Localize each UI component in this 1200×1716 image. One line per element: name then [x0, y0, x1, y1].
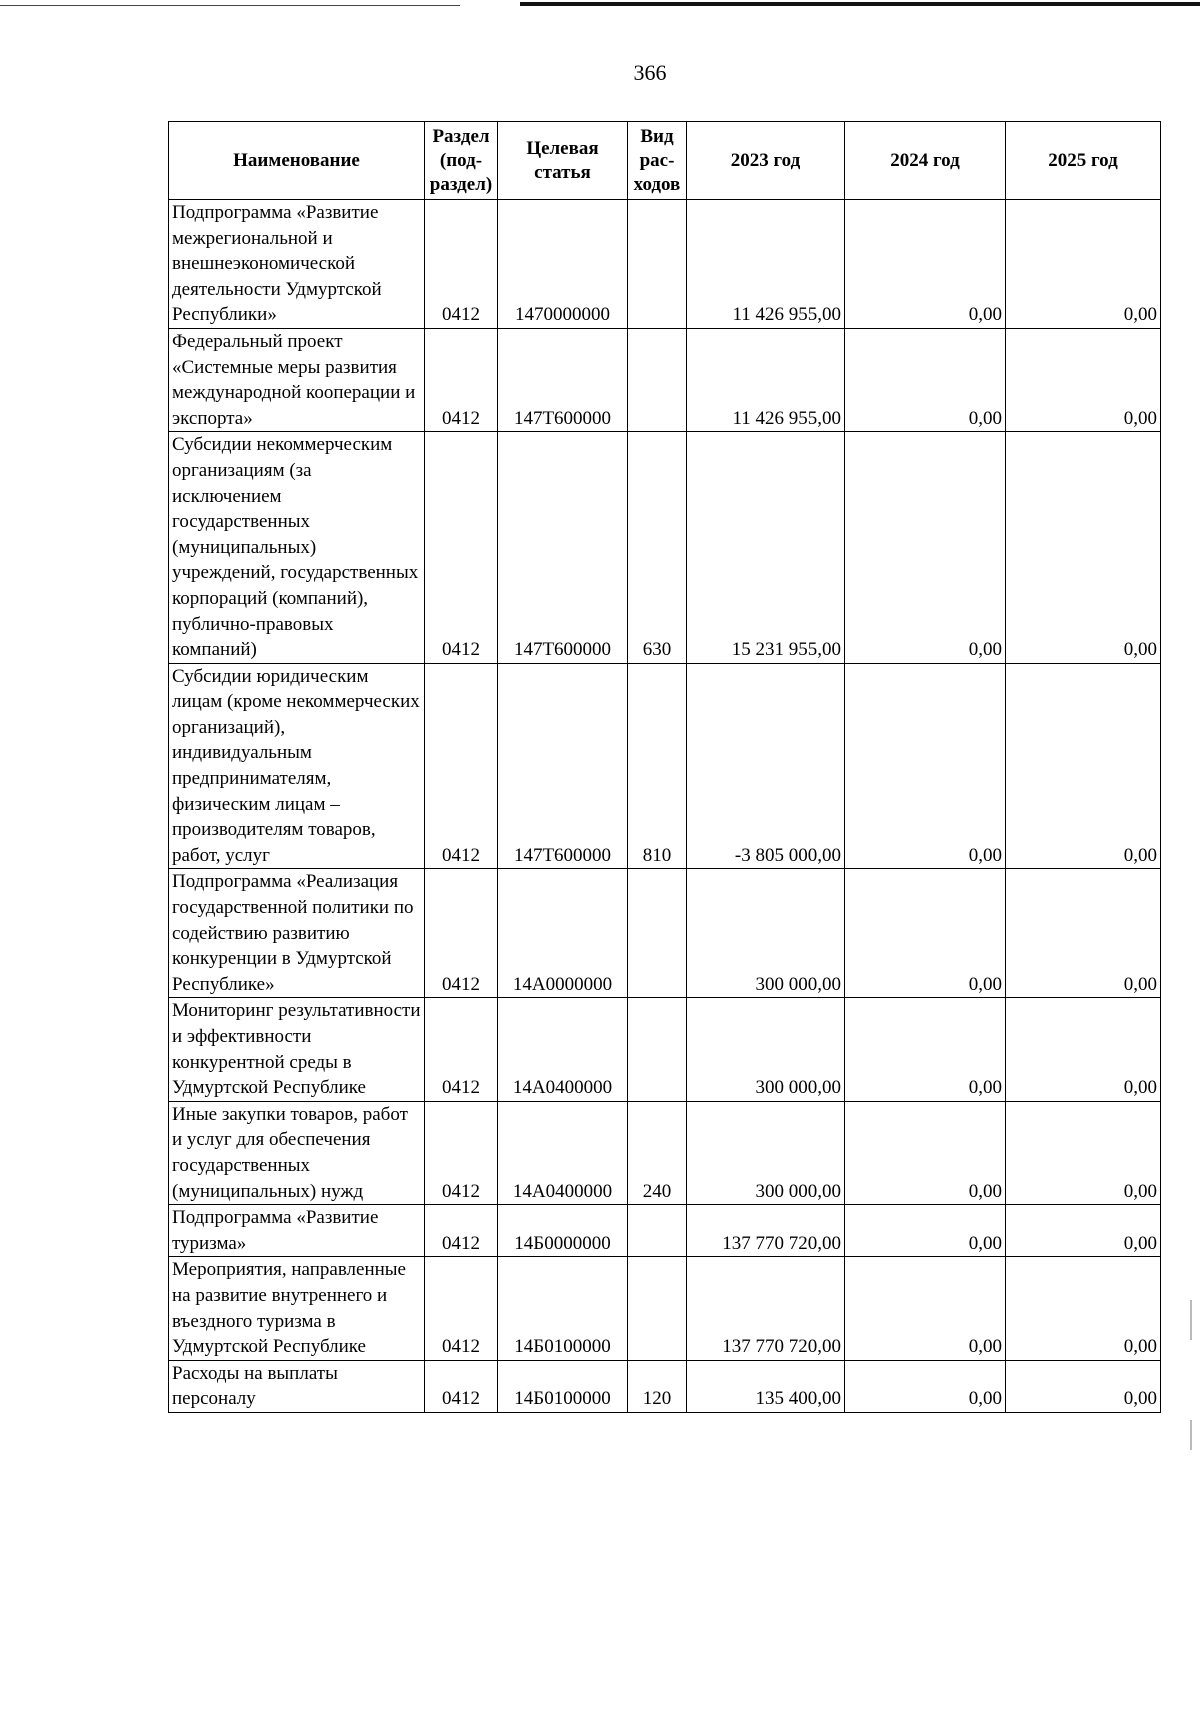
row-section: 0412 — [425, 200, 498, 329]
row-2025: 0,00 — [1006, 1101, 1161, 1204]
table-row — [169, 1205, 1161, 1257]
table-row — [169, 869, 1161, 998]
row-2024: 0,00 — [845, 1257, 1006, 1360]
row-target: 147Т600000 — [498, 328, 628, 431]
header-section: Раздел (под-раздел) — [425, 122, 498, 200]
row-2023: 300 000,00 — [687, 998, 845, 1101]
header-2024: 2024 год — [845, 122, 1006, 200]
row-2023: -3 805 000,00 — [687, 663, 845, 869]
row-target: 147Т600000 — [498, 663, 628, 869]
row-2025: 0,00 — [1006, 432, 1161, 663]
header-2025: 2025 год — [1006, 122, 1161, 200]
row-section: 0412 — [425, 869, 498, 998]
table-row — [169, 432, 1161, 663]
row-target: 14Б0000000 — [498, 1205, 628, 1257]
row-expense-type — [628, 869, 687, 998]
row-2025: 0,00 — [1006, 998, 1161, 1101]
row-2024: 0,00 — [845, 1360, 1006, 1412]
row-2023: 11 426 955,00 — [687, 328, 845, 431]
row-name: Подпрограмма «Развитие туризма» — [169, 1205, 425, 1257]
table-row — [169, 200, 1161, 329]
row-section: 0412 — [425, 663, 498, 869]
row-target: 14А0400000 — [498, 1101, 628, 1204]
row-2024: 0,00 — [845, 1205, 1006, 1257]
row-expense-type: 120 — [628, 1360, 687, 1412]
row-2025: 0,00 — [1006, 328, 1161, 431]
row-2024: 0,00 — [845, 328, 1006, 431]
row-2024: 0,00 — [845, 663, 1006, 869]
row-expense-type: 240 — [628, 1101, 687, 1204]
row-expense-type: 810 — [628, 663, 687, 869]
row-target: 1470000000 — [498, 200, 628, 329]
row-2023: 300 000,00 — [687, 1101, 845, 1204]
row-section: 0412 — [425, 328, 498, 431]
row-expense-type — [628, 200, 687, 329]
row-2024: 0,00 — [845, 869, 1006, 998]
row-2025: 0,00 — [1006, 663, 1161, 869]
header-2023: 2023 год — [687, 122, 845, 200]
table-row — [169, 1360, 1161, 1412]
header-target: Целевая статья — [498, 122, 628, 200]
row-name: Мероприятия, направленные на развитие внутреннего и въездного туризма в Удмуртской Республике — [169, 1257, 425, 1360]
row-expense-type — [628, 998, 687, 1101]
row-2025: 0,00 — [1006, 1257, 1161, 1360]
table-row — [169, 663, 1161, 869]
row-name: Мониторинг результативности и эффективности конкурентной среды в Удмуртской Республике — [169, 998, 425, 1101]
scan-top-line-thin — [0, 5, 460, 6]
row-name: Подпрограмма «Реализация государственной политики по содействию развитию конкуренции в Удмуртской Республике» — [169, 869, 425, 998]
row-name: Федеральный проект «Системные меры развития международной кооперации и экспорта» — [169, 328, 425, 431]
scan-edge-mark — [1190, 1300, 1192, 1340]
table-row — [169, 328, 1161, 431]
row-target: 14А0000000 — [498, 869, 628, 998]
row-2024: 0,00 — [845, 200, 1006, 329]
row-section: 0412 — [425, 998, 498, 1101]
row-2023: 137 770 720,00 — [687, 1205, 845, 1257]
row-section: 0412 — [425, 1205, 498, 1257]
row-name: Иные закупки товаров, работ и услуг для обеспечения государственных (муниципальных) нужд — [169, 1101, 425, 1204]
row-target: 14Б0100000 — [498, 1257, 628, 1360]
row-section: 0412 — [425, 1360, 498, 1412]
row-2024: 0,00 — [845, 432, 1006, 663]
row-2025: 0,00 — [1006, 200, 1161, 329]
row-2024: 0,00 — [845, 1101, 1006, 1204]
table-row — [169, 998, 1161, 1101]
row-target: 14А0400000 — [498, 998, 628, 1101]
row-section: 0412 — [425, 1257, 498, 1360]
budget-table — [168, 121, 1161, 1413]
row-2023: 15 231 955,00 — [687, 432, 845, 663]
row-name: Субсидии некоммерческим организациям (за исключением государственных (муниципальных) учреждений, государственных корпораций (компаний), публично-правовых компаний) — [169, 432, 425, 663]
row-name: Подпрограмма «Развитие межрегиональной и внешнеэкономической деятельности Удмуртской Республики» — [169, 200, 425, 329]
row-target: 147Т600000 — [498, 432, 628, 663]
row-2023: 300 000,00 — [687, 869, 845, 998]
table-row — [169, 1257, 1161, 1360]
row-2025: 0,00 — [1006, 869, 1161, 998]
row-target: 14Б0100000 — [498, 1360, 628, 1412]
page-number: 366 — [633, 60, 667, 85]
row-2023: 11 426 955,00 — [687, 200, 845, 329]
row-name: Расходы на выплаты персоналу — [169, 1360, 425, 1412]
scan-top-border — [0, 2, 1200, 8]
row-section: 0412 — [425, 432, 498, 663]
row-expense-type: 630 — [628, 432, 687, 663]
row-section: 0412 — [425, 1101, 498, 1204]
row-expense-type — [628, 1257, 687, 1360]
row-2025: 0,00 — [1006, 1205, 1161, 1257]
scan-edge-mark — [1190, 1420, 1192, 1450]
scan-top-line-thick — [520, 2, 1200, 6]
row-2023: 135 400,00 — [687, 1360, 845, 1412]
row-2023: 137 770 720,00 — [687, 1257, 845, 1360]
table-row — [169, 1101, 1161, 1204]
row-2024: 0,00 — [845, 998, 1006, 1101]
row-expense-type — [628, 1205, 687, 1257]
header-name: Наименование — [169, 122, 425, 200]
row-name: Субсидии юридическим лицам (кроме некоммерческих организаций), индивидуальным предпринимателям, физическим лицам – производителям товаров, работ, услуг — [169, 663, 425, 869]
row-expense-type — [628, 328, 687, 431]
row-2025: 0,00 — [1006, 1360, 1161, 1412]
table-header-row — [169, 122, 1161, 200]
header-expense-type: Вид рас-ходов — [628, 122, 687, 200]
